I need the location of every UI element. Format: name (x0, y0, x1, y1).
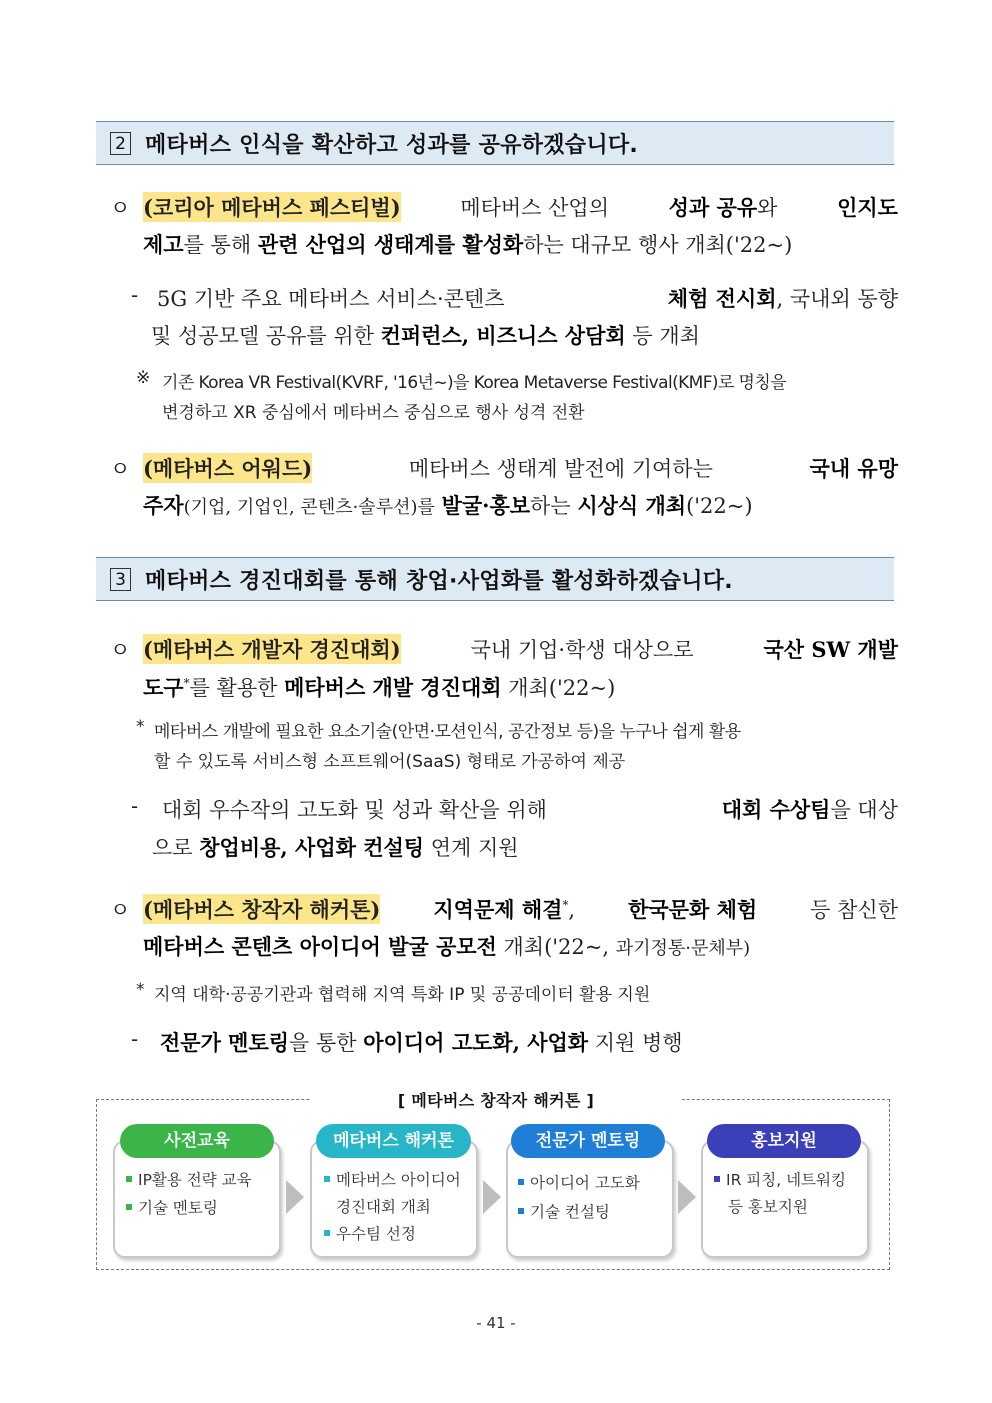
highlight-tag: (코리아 메타버스 페스티벌) (143, 192, 401, 222)
step-item (518, 1171, 640, 1193)
text: 와 (757, 196, 778, 220)
note-line: 메타버스 개발에 필요한 요소기술(안면·모션인식, 공간정보 등)을 누구나 쉽게 활용 (154, 722, 741, 742)
dash-marker: - (131, 794, 139, 818)
note-line: 할 수 있도록 서비스형 소프트웨어(SaaS) 형태로 가공하여 제공 (154, 752, 626, 772)
note-marker: * (136, 717, 145, 737)
bullet-square-icon (126, 1204, 132, 1210)
step-item (714, 1168, 846, 1190)
step-label-pill: 전문가 멘토링 (511, 1124, 665, 1158)
bullet-square-icon (714, 1176, 720, 1182)
sub-line (151, 320, 700, 350)
text: ('22~) (686, 494, 753, 518)
bullet-square-icon (518, 1208, 524, 1214)
text: 개최('22~, (503, 935, 610, 959)
step-item-continued: 등 홍보지원 (728, 1198, 808, 1216)
bold-text: 메타버스 콘텐츠 아이디어 발굴 공모전 (143, 934, 497, 959)
highlight-tag: (메타버스 어워드) (143, 453, 312, 483)
text: 지원 병행 (594, 1031, 683, 1055)
note-line: 변경하고 XR 중심에서 메타버스 중심으로 행사 성격 전환 (162, 403, 585, 423)
bold-text: 창업비용, 사업화 컨설팅 (199, 835, 425, 860)
text: 으로 (152, 836, 193, 860)
bullet-marker: ㅇ (110, 898, 131, 922)
text: 을 대상 (830, 798, 898, 822)
highlight-tag: (메타버스 창작자 해커톤) (143, 894, 380, 924)
bullet-line (143, 192, 898, 222)
bullet-square-icon (324, 1176, 330, 1182)
bold-text: 주자 (143, 493, 184, 518)
text: 개최('22~) (508, 676, 616, 700)
sub-line (152, 832, 519, 862)
footnote-mark: * (183, 676, 190, 690)
text: , (568, 898, 576, 922)
bold-text: 제고 (143, 232, 184, 257)
text: 하는 대규모 행사 개최('22~) (523, 233, 793, 257)
step-item (126, 1168, 252, 1190)
text: 및 성공모델 공유를 위한 (151, 324, 374, 348)
step-item-text: IP활용 전략 교육 (138, 1171, 252, 1189)
section-title: 메타버스 경진대회를 통해 창업·사업화를 활성화하겠습니다. (145, 568, 733, 594)
step-item-text: 아이디어 고도화 (530, 1174, 640, 1192)
bold-text: 관련 산업의 생태계를 활성화 (257, 232, 524, 257)
sub-line (160, 1027, 683, 1057)
bullet-line (143, 490, 753, 520)
step-item-text: IR 피칭, 네트워킹 (726, 1171, 846, 1189)
bullet-line (143, 672, 615, 702)
arrow-right-icon (286, 1180, 304, 1214)
arrow-right-icon (483, 1180, 501, 1214)
step-item-text: 기술 컨설팅 (530, 1203, 610, 1221)
page-number: - 41 - (476, 1314, 516, 1332)
bold-text: 발굴·홍보 (441, 493, 531, 518)
bullet-line (143, 634, 898, 664)
bold-text: 시상식 개최 (577, 493, 687, 518)
bold-text: 도구 (143, 675, 184, 700)
bold-text: 인지도 (837, 195, 898, 220)
step-item-continued: 경진대회 개최 (336, 1198, 431, 1216)
text: 5G 기반 주요 메타버스 서비스·콘텐츠 (157, 287, 505, 311)
step-item (324, 1168, 461, 1190)
section-title: 메타버스 인식을 확산하고 성과를 공유하겠습니다. (145, 132, 639, 158)
text: 을 통한 (289, 1031, 357, 1055)
bullet-line (143, 453, 898, 483)
step-label-pill: 사전교육 (120, 1124, 274, 1158)
step-label-pill: 홍보지원 (707, 1124, 861, 1158)
step-item (126, 1196, 218, 1218)
note-line: 지역 대학·공공기관과 협력해 지역 특화 IP 및 공공데이터 활용 지원 (154, 985, 651, 1005)
bold-text: 한국문화 체험 (628, 897, 758, 922)
section-2-header (96, 121, 894, 165)
text: 과기정통·문체부) (615, 938, 751, 959)
note-marker: ※ (136, 368, 151, 388)
bullet-marker: ㅇ (110, 457, 131, 481)
bold-text: 국산 SW 개발 (763, 637, 898, 662)
step-item-text: 우수팀 선정 (336, 1225, 416, 1243)
bullet-square-icon (518, 1179, 524, 1185)
bold-text: 전문가 멘토링 (160, 1030, 290, 1055)
highlight-tag: (메타버스 개발자 경진대회) (143, 634, 401, 664)
dash-marker: - (131, 283, 139, 307)
text: 하는 (530, 494, 571, 518)
step-item (324, 1222, 416, 1244)
step-item-text: 메타버스 아이디어 (336, 1171, 461, 1189)
bold-text: 성과 공유 (668, 195, 758, 220)
text: , 국내외 동향 (776, 287, 898, 311)
section-number: 2 (110, 132, 131, 155)
text: 메타버스 산업의 (460, 196, 609, 220)
bullet-square-icon (324, 1230, 330, 1236)
dash-marker: - (131, 1027, 139, 1051)
text: 를 통해 (183, 233, 252, 257)
note-line: 기존 Korea VR Festival(KVRF, '16년~)을 Korea Metaverse Festival(KMF)로 명칭을 (162, 373, 787, 393)
text: 등 개최 (632, 324, 700, 348)
bullet-marker: ㅇ (110, 196, 131, 220)
bullet-marker: ㅇ (110, 638, 131, 662)
bold-text: 국내 유망 (809, 456, 898, 481)
bold-text: 체험 전시회 (667, 286, 777, 311)
text: 메타버스 생태계 발전에 기여하는 (408, 457, 713, 481)
text: 연계 지원 (430, 836, 519, 860)
step-label-pill: 메타버스 해커톤 (316, 1124, 471, 1158)
bold-text: 지역문제 해결 (433, 897, 563, 922)
text: 등 참신한 (810, 898, 898, 922)
text: (기업, 기업인, 콘텐츠·솔루션)를 (183, 497, 435, 518)
text: 대회 우수작의 고도화 및 성과 확산을 위해 (162, 798, 547, 822)
text: 를 활용한 (189, 676, 278, 700)
bullet-line (143, 229, 792, 259)
bullet-square-icon (126, 1176, 132, 1182)
bold-text: 아이디어 고도화, 사업화 (363, 1030, 589, 1055)
section-number: 3 (110, 568, 131, 591)
note-marker: * (136, 980, 145, 1000)
sub-line (162, 794, 898, 824)
step-item (518, 1200, 610, 1222)
text: 국내 기업·학생 대상으로 (470, 638, 694, 662)
section-3-header (96, 557, 894, 601)
diagram-title: [ 메타버스 창작자 해커톤 ] (310, 1088, 682, 1111)
footnote-mark: * (562, 898, 569, 912)
bullet-line (143, 931, 750, 961)
bold-text: 컨퍼런스, 비즈니스 상담회 (380, 323, 626, 348)
step-item-text: 기술 멘토링 (138, 1199, 218, 1217)
bold-text: 대회 수상팀 (721, 797, 831, 822)
bold-text: 메타버스 개발 경진대회 (284, 675, 502, 700)
bullet-line (143, 894, 898, 924)
arrow-right-icon (678, 1180, 696, 1214)
sub-line (157, 283, 898, 313)
